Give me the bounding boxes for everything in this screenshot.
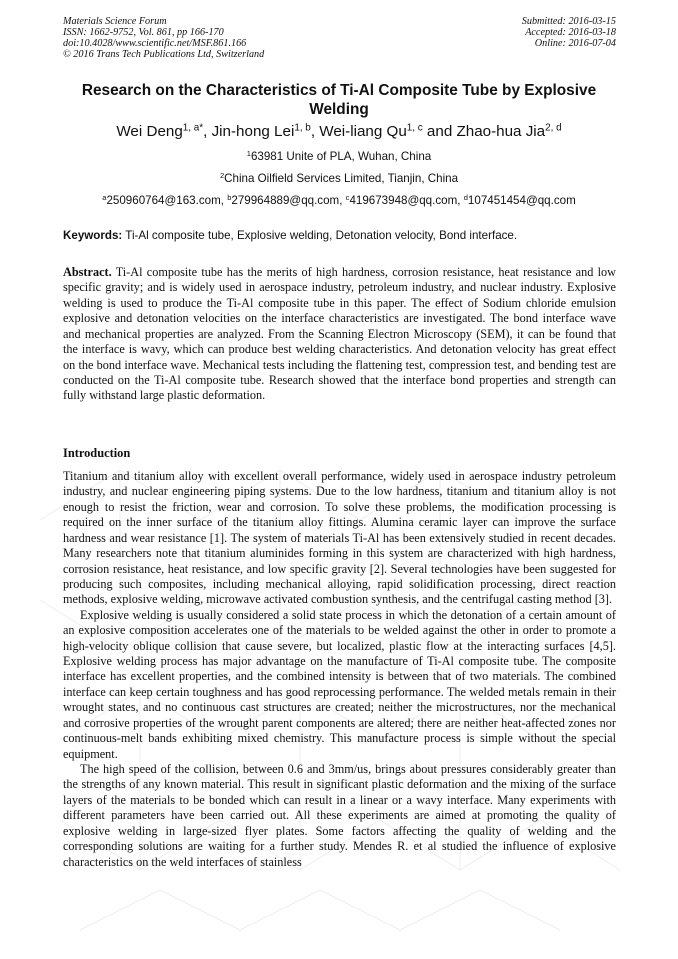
email-separator: , [457, 194, 464, 207]
affiliation-sup: 2 [219, 170, 225, 180]
author-list [30, 122, 648, 142]
keywords-label: Keywords: [63, 229, 123, 242]
author-affiliation-sup: 1, a* [182, 122, 204, 134]
author-name: Wei-liang Qu [319, 123, 407, 140]
author-affiliation-sup: 2, d [545, 122, 562, 134]
keywords [63, 229, 623, 243]
author-separator: , [310, 123, 320, 140]
paragraph: Explosive welding is usually considered a solid state process in which the detonation of a certain amount of an explosive composition accelerates one of the materials to be welded against the other in order to promote a high-velocity oblique collision that cause severe, but localized, plastic flow at the interacting surfaces [4,5]. Explosive welding process has major advantage on the manufacture of Ti-Al composite tube. The composite interface has excellent properties, and the combined intensity is between that of two materials. The combined interface can keep certain toughness and has good reprocessing performance. The welded metals remain in their wrought states, and no continuous cast structures are created; neither the microstructures, nor the mechanical and corrosive properties of the wrought parent components are altered; there are neither heat-affected zones nor continuous-melt bands exhibiting mixed chemistry. This manufacture process is simple without the special equipment. [63, 607, 616, 761]
journal-name: Materials Science Forum [63, 16, 167, 27]
online-date: Online: 2016-07-04 [534, 38, 616, 50]
author-affiliation-sup: 1, c [406, 122, 423, 134]
journal-info [63, 16, 264, 60]
paper-title: Research on the Characteristics of Ti-Al Composite Tube by Explosive Welding [81, 82, 597, 118]
affiliation-text: 63981 Unite of PLA, Wuhan, China [250, 150, 432, 163]
email-address[interactable]: 279964889@qq.com [231, 194, 340, 207]
doi-link[interactable]: doi:10.4028/www.scientific.net/MSF.861.166 [63, 38, 247, 50]
email-address[interactable]: 107451454@qq.com [467, 194, 576, 207]
abstract [63, 265, 616, 404]
author-name: Zhao-hua Jia [456, 123, 546, 140]
issn-volume-pages[interactable]: ISSN: 1662-9752, Vol. 861, pp 166-170 [63, 27, 224, 39]
paragraph: The high speed of the collision, between 0.6 and 3mm/us, brings about pressures considerably greater than the strengths of any known material. This result in significant plastic deformation and the mixing of the surface layers of the materials to be bonded which can result in a linear or a wavy interface. Many experiments with different parameters have been carried out. All these experiments are aimed at promoting the quality of explosive welding in large-sized flyer plates. Some factors affecting the quality of welding and the corresponding solutions are waiting for a further study. Mendes R. et al studied the influence of explosive characteristics on the weld interfaces of stainless [63, 762, 616, 869]
submitted-date: Submitted: 2016-03-15 [521, 16, 616, 27]
email-sup: a [102, 192, 107, 202]
email-sup: c [345, 192, 350, 202]
abstract-label: Abstract. [63, 265, 112, 279]
section-heading-introduction: Introduction [63, 446, 131, 460]
email-separator: , [220, 194, 228, 207]
keywords-text: Ti-Al composite tube, Explosive welding, Detonation velocity, Bond interface. [122, 229, 518, 242]
author-affiliation-sup: 1, b [294, 122, 311, 134]
affiliation-1 [40, 150, 638, 164]
email-sup: b [227, 192, 232, 202]
affiliation-sup: 1 [246, 148, 251, 158]
email-address[interactable]: 250960764@163.com [106, 194, 221, 207]
email-list [40, 194, 638, 208]
author-separator: and [422, 123, 457, 140]
email-address[interactable]: 419673948@qq.com [349, 194, 458, 207]
affiliation-text: China Oilfield Services Limited, Tianjin, China [224, 172, 459, 185]
email-separator: , [339, 194, 346, 207]
author-name: Wei Deng [116, 123, 183, 140]
author-name: Jin-hong Lei [211, 123, 295, 140]
introduction-body [63, 469, 616, 870]
accepted-date: Accepted: 2016-03-18 [525, 27, 616, 39]
author-separator: , [203, 123, 212, 140]
email-sup: d [463, 192, 468, 202]
affiliation-2 [40, 172, 638, 186]
publication-dates [522, 16, 616, 49]
copyright: © 2016 Trans Tech Publications Ltd, Switzerland [63, 49, 265, 61]
paragraph: Titanium and titanium alloy with excellent overall performance, widely used in aerospace industry petroleum industry, and nuclear engineering piping systems. Due to the low hardness, titanium and titanium alloy is not enough to resist the friction, wear and corrosion. To solve these problems, the modification processing is required on the inner surface of the titanium alloy fittings. Alumina ceramic layer can improve the surface hardness and wear resistance [1]. The system of materials Ti-Al has been extensively studied in recent decades. Many researchers note that titanium aluminides forming in this system are characterized with high hardness, corrosion resistance, heat resistance, and low specific gravity [2]. Several technologies have been suggested for producing such composites, including mechanical alloying, rapid solidification processing, direct reaction methods, explosive welding, microwave activated combustion synthesis, and the centrifugal casting method [3]. [63, 469, 616, 607]
abstract-text: Ti-Al composite tube has the merits of high hardness, corrosion resistance, heat resistance and low specific gravity; and is widely used in aerospace industry, petroleum industry, and nuclear industry. Explosive welding is used to produce the Ti-Al composite tube in this paper. The effect of Sodium chloride emulsion explosive and detonation velocities on the interface characteristics are investigated. The bond interface wave and mechanical properties are analyzed. From the Scanning Electron Microscopy (SEM), it can be found that the interface is wavy, which can produce best welding characteristics. And detonation velocity has great effect on the bond interface wave. Mechanical tests including the flattening test, compression test, and bending test are conducted on the Ti-Al composite tube. Research showed that the interface bond properties and strength can fully withstand large plastic deformation. [63, 265, 616, 403]
